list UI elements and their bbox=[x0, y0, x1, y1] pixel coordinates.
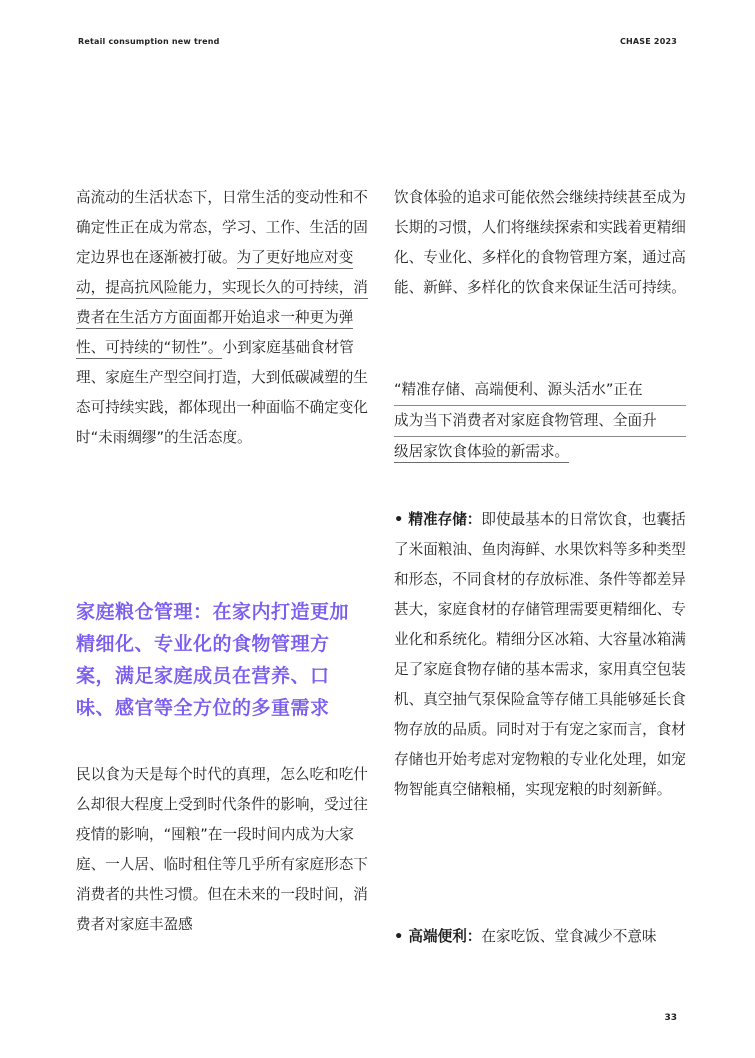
right-column-intro bbox=[394, 183, 686, 303]
quote-line-3: 级居家饮食体验的新需求。 bbox=[394, 443, 569, 463]
bullet-precise-storage bbox=[394, 505, 686, 805]
bullet-text: 在家吃饭、堂食减少不意味 bbox=[481, 928, 657, 945]
left-column-intro bbox=[76, 183, 368, 453]
page-number: 33 bbox=[664, 1013, 677, 1023]
left-column-body bbox=[76, 760, 368, 940]
section-heading: 家庭粮仓管理：在家内打造更加精细化、专业化的食物管理方案，满足家庭成员在营养、口味、感官等全方位的多重需求 bbox=[76, 601, 350, 719]
intro-text-rest: 小到家庭基础食材管理、家庭生产型空间打造，大到低碳减塑的生态可持续实践，都体现出一种面临不确定变化时“未雨绸缪”的生活态度。 bbox=[76, 339, 368, 446]
highlight-quote bbox=[394, 375, 686, 467]
quote-line-1: “精准存储、高端便利、源头活水”正在 bbox=[394, 375, 686, 406]
quote-line-2: 成为当下消费者对家庭食物管理、全面升 bbox=[394, 406, 686, 437]
running-header-brand: CHASE 2023 bbox=[619, 37, 677, 46]
bullet-text: 即使最基本的日常饮食，也囊括了米面粮油、鱼肉海鲜、水果饮料等多种类型和形态，不同食材的存放标准、条件等都差异甚大，家庭食材的存储管理需要更精细化、专业化和系统化。精细分区冰箱、大容量冰箱满足了家庭食物存储的基本需求，家用真空包装机、真空抽气泵保险盒等存储工具能够延长食物存放的品质。同时对于有宠之家而言，食材存储也开始考虑对宠物粮的专业化处理，如宠物智能真空储粮桶，实现宠粮的时刻新鲜。 bbox=[394, 511, 686, 798]
bullet-premium-convenience bbox=[394, 922, 686, 952]
right-paragraph: 饮食体验的追求可能依然会继续持续甚至成为长期的习惯，人们将继续探索和实践着更精细化、专业化、多样化的食物管理方案，通过高能、新鲜、多样化的饮食来保证生活可持续。 bbox=[394, 189, 686, 296]
intro-text: 高流动的生活状态下，日常生活的变动性和不确定性正在成为常态，学习、工作、生活的固定边界也在逐渐被打破。 bbox=[76, 189, 368, 266]
bullet-title: • 高端便利： bbox=[394, 928, 482, 945]
intro-paragraph bbox=[76, 183, 368, 453]
running-header-title: Retail consumption new trend bbox=[78, 37, 220, 46]
bullet-paragraph bbox=[394, 505, 686, 805]
bullet-title: • 精准存储： bbox=[394, 511, 482, 528]
bullet-paragraph bbox=[394, 922, 686, 952]
intro-underlined-text: 为了更好地应对变动，提高抗风险能力，实现长久的可持续，消费者在生活方方面面都开始追求一种更为弹性、可持续的“韧性”。 bbox=[76, 249, 368, 359]
body-paragraph: 民以食为天是每个时代的真理，怎么吃和吃什么却很大程度上受到时代条件的影响，受过往疫情的影响，“囤粮”在一段时间内成为大家庭、一人居、临时租住等几乎所有家庭形态下消费者的共性习惯。但在未来的一段时间，消费者对家庭丰盈感 bbox=[76, 766, 368, 933]
quote-paragraph bbox=[394, 375, 686, 467]
